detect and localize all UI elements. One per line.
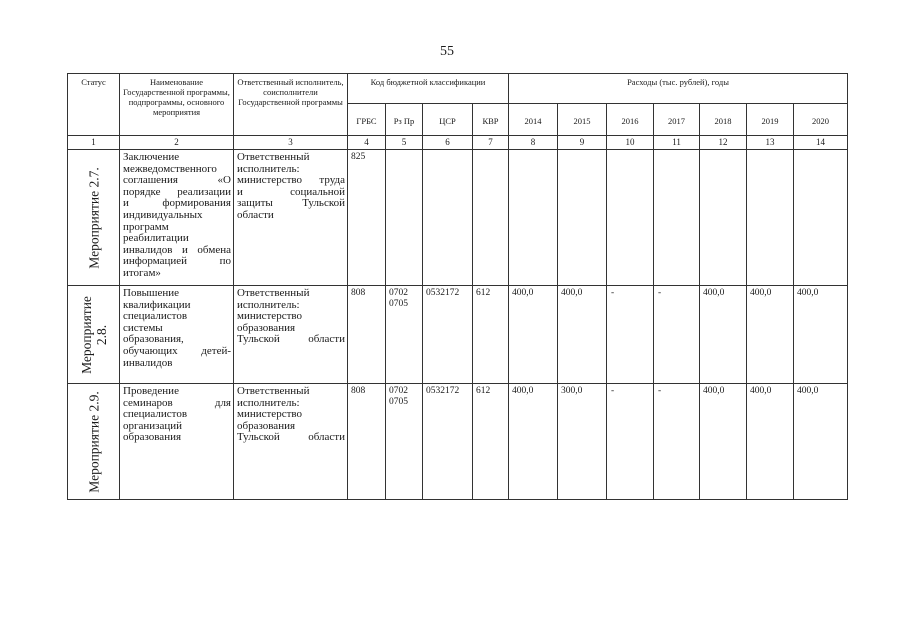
- status-cell: [68, 286, 120, 384]
- year-2014-cell: [509, 150, 558, 286]
- name-cell: [120, 384, 234, 500]
- name-line: образования,: [123, 333, 184, 346]
- name-line: обучающих детей-: [123, 344, 231, 357]
- column-number: 14: [794, 136, 848, 150]
- executor-cell: [234, 150, 348, 286]
- name-line: реабилитации: [123, 232, 189, 245]
- executor-line: исполнитель:: [237, 162, 300, 175]
- status-label: Мероприятие 2.9.: [86, 390, 101, 493]
- name-line: Заключение: [123, 151, 180, 163]
- year-2015-cell: 300,0: [558, 384, 607, 500]
- year-2016-cell: -: [607, 384, 654, 500]
- executor-line: образования: [237, 419, 296, 432]
- column-number: 9: [558, 136, 607, 150]
- csr-cell: 0532172: [423, 286, 473, 384]
- table-row: [68, 384, 848, 500]
- header-status: Статус: [68, 74, 120, 136]
- header-row: [68, 74, 848, 104]
- page-number: 55: [440, 44, 454, 59]
- year-2015-cell: 400,0: [558, 286, 607, 384]
- header-year-2016: 2016: [607, 104, 654, 136]
- header-year-2018: 2018: [700, 104, 747, 136]
- year-2018-cell: 400,0: [700, 384, 747, 500]
- column-number: 12: [700, 136, 747, 150]
- header-csr: ЦСР: [423, 104, 473, 136]
- year-2016-cell: -: [607, 286, 654, 384]
- header-rzpr: Рз Пр: [386, 104, 423, 136]
- table-row: [68, 150, 848, 286]
- header-year-2020: 2020: [794, 104, 848, 136]
- year-2020-cell: [794, 150, 848, 286]
- executor-line: исполнитель:: [237, 298, 300, 311]
- executor-line: Ответственный: [237, 151, 310, 163]
- rzpr-cell: 0702 0705: [386, 286, 423, 384]
- name-line: квалификации: [123, 298, 191, 311]
- header-year-2014: 2014: [509, 104, 558, 136]
- name-line: системы: [123, 321, 163, 334]
- name-line: инвалидов и обмена: [123, 243, 231, 256]
- executor-line: Ответственный: [237, 287, 310, 299]
- column-number: 5: [386, 136, 423, 150]
- name-line: специалистов: [123, 310, 188, 323]
- year-2014-cell: 400,0: [509, 384, 558, 500]
- header-kvr: КВР: [473, 104, 509, 136]
- executor-line: Тульской области: [237, 431, 345, 444]
- column-number: 6: [423, 136, 473, 150]
- status-cell: [68, 150, 120, 286]
- status-cell: [68, 384, 120, 500]
- executor-line: министерство: [237, 310, 303, 323]
- table-row: [68, 286, 848, 384]
- column-number: 2: [120, 136, 234, 150]
- name-line: индивидуальных: [123, 208, 203, 221]
- executor-line: министерство труда: [237, 174, 345, 187]
- name-line: порядке реализации: [123, 185, 231, 198]
- executor-line: исполнитель:: [237, 396, 300, 409]
- name-line: итогам»: [123, 266, 161, 279]
- name-line: образования: [123, 431, 182, 444]
- header-budget-code-group: Код бюджетной классификации: [348, 74, 509, 104]
- year-2019-cell: 400,0: [747, 286, 794, 384]
- year-2014-cell: 400,0: [509, 286, 558, 384]
- kvr-cell: 612: [473, 384, 509, 500]
- column-number: 4: [348, 136, 386, 150]
- grbs-cell: 825: [348, 150, 386, 286]
- column-number: 8: [509, 136, 558, 150]
- status-label: Мероприятие 2.7.: [86, 166, 101, 269]
- executor-line: образования: [237, 321, 296, 334]
- executor-line: Тульской области: [237, 333, 345, 346]
- header-name: Наименование Государственной программы, подпрограммы, основного мероприятия: [120, 74, 234, 136]
- year-2020-cell: 400,0: [794, 384, 848, 500]
- year-2017-cell: -: [654, 286, 700, 384]
- name-line: информацией по: [123, 255, 231, 268]
- executor-cell: [234, 286, 348, 384]
- name-cell: [120, 286, 234, 384]
- name-line: семинаров для: [123, 396, 231, 409]
- name-line: Повышение: [123, 287, 180, 299]
- year-2017-cell: [654, 150, 700, 286]
- column-number: 13: [747, 136, 794, 150]
- status-label: Мероприятие 2.8.: [78, 295, 109, 374]
- header-executor: Ответственный исполнитель, соисполнители Государственной программы: [234, 74, 348, 136]
- executor-cell: [234, 384, 348, 500]
- kvr-cell: [473, 150, 509, 286]
- csr-cell: [423, 150, 473, 286]
- rzpr-cell: [386, 150, 423, 286]
- budget-table: [67, 73, 848, 500]
- name-line: межведомственного: [123, 162, 217, 175]
- grbs-cell: 808: [348, 384, 386, 500]
- name-line: программ: [123, 220, 169, 233]
- year-2019-cell: 400,0: [747, 384, 794, 500]
- kvr-cell: 612: [473, 286, 509, 384]
- year-2020-cell: 400,0: [794, 286, 848, 384]
- column-number: 11: [654, 136, 700, 150]
- grbs-cell: 808: [348, 286, 386, 384]
- rzpr-cell: 0702 0705: [386, 384, 423, 500]
- header-grbs: ГРБС: [348, 104, 386, 136]
- executor-line: и социальной: [237, 185, 345, 198]
- header-year-2019: 2019: [747, 104, 794, 136]
- header-year-2015: 2015: [558, 104, 607, 136]
- executor-line: министерство: [237, 408, 303, 421]
- name-cell: [120, 150, 234, 286]
- year-2017-cell: -: [654, 384, 700, 500]
- name-line: Проведение: [123, 385, 179, 397]
- column-number: 7: [473, 136, 509, 150]
- header-year-2017: 2017: [654, 104, 700, 136]
- column-number: 10: [607, 136, 654, 150]
- year-2018-cell: [700, 150, 747, 286]
- executor-line: Ответственный: [237, 385, 310, 397]
- name-line: и формирования: [123, 197, 231, 210]
- name-line: специалистов: [123, 408, 188, 421]
- name-line: организаций: [123, 419, 183, 432]
- executor-line: области: [237, 208, 274, 221]
- year-2018-cell: 400,0: [700, 286, 747, 384]
- year-2016-cell: [607, 150, 654, 286]
- csr-cell: 0532172: [423, 384, 473, 500]
- name-line: соглашения «О: [123, 174, 231, 187]
- column-number-row: [68, 136, 848, 150]
- executor-line: защиты Тульской: [237, 197, 345, 210]
- column-number: 1: [68, 136, 120, 150]
- column-number: 3: [234, 136, 348, 150]
- year-2015-cell: [558, 150, 607, 286]
- header-expenses-group: Расходы (тыс. рублей), годы: [509, 74, 848, 104]
- name-line: инвалидов: [123, 356, 173, 369]
- year-2019-cell: [747, 150, 794, 286]
